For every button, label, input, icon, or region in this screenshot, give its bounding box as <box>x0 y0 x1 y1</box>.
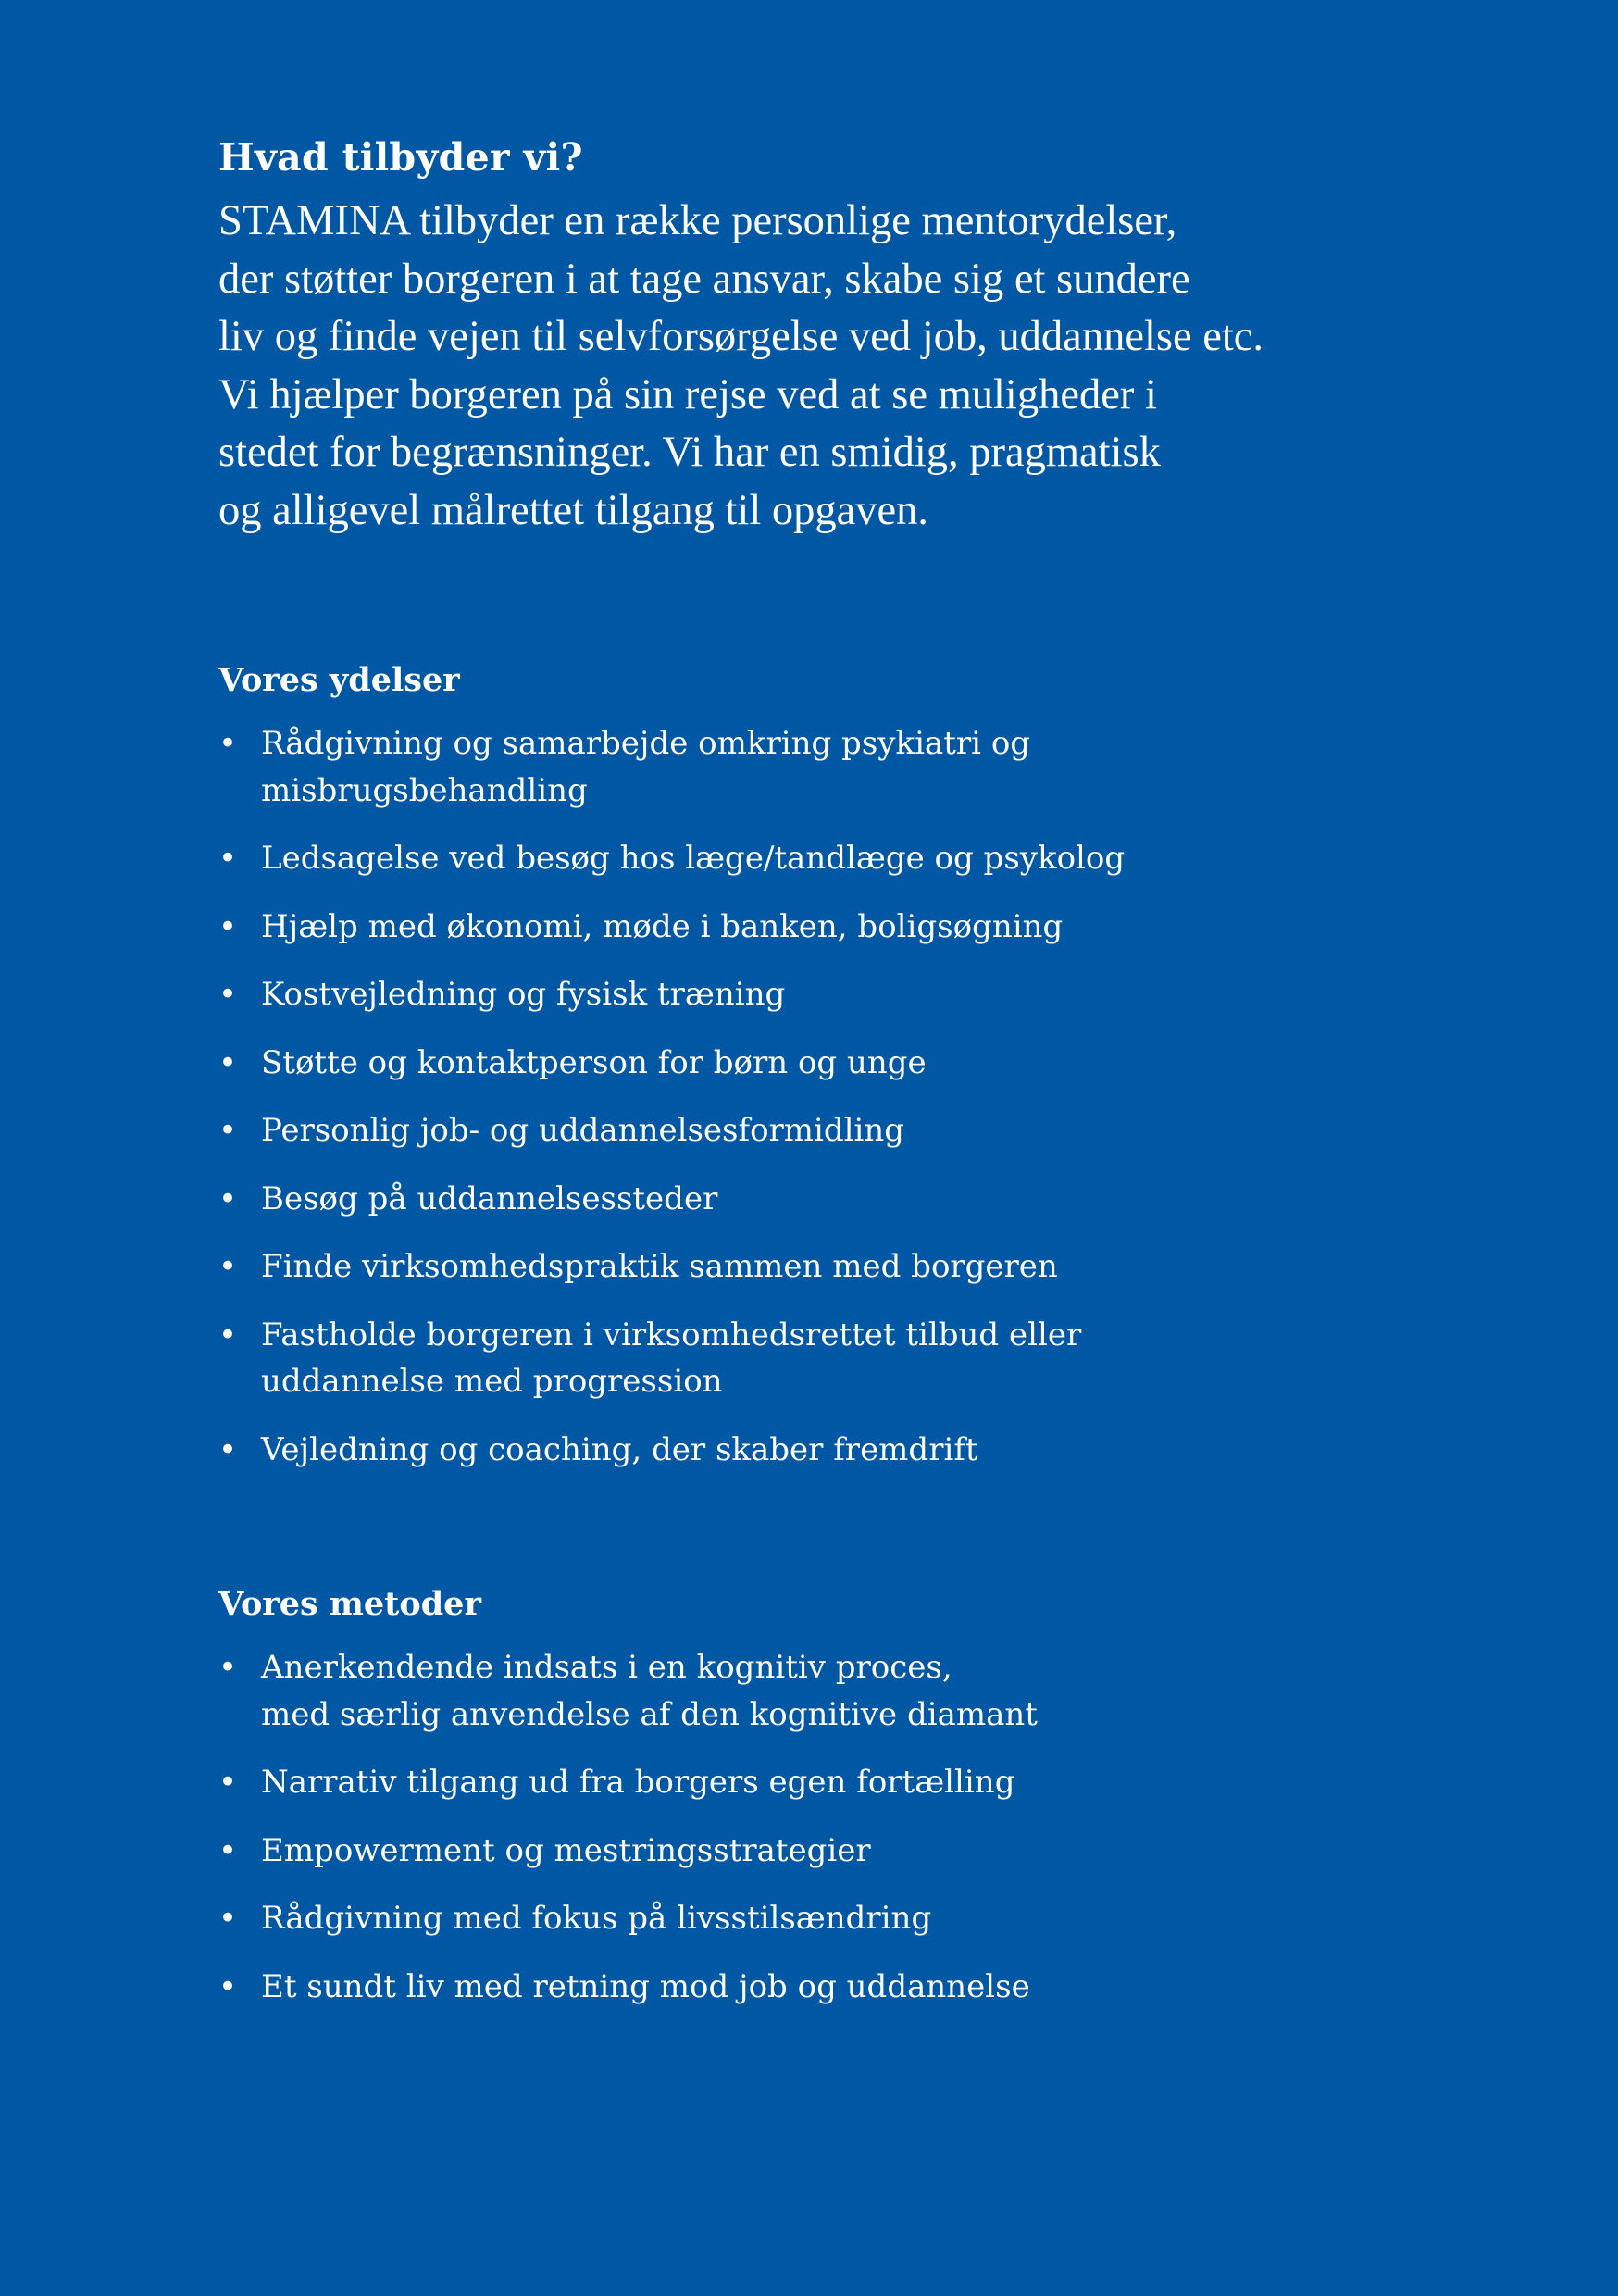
list-item <box>218 720 1440 814</box>
metoder-section <box>218 1581 1440 2031</box>
bullet-icon: • <box>218 1764 238 1801</box>
ydelser-list <box>218 720 1440 1473</box>
bullet-icon: • <box>218 725 238 762</box>
bullet-icon: • <box>218 1043 238 1081</box>
bullet-icon: • <box>218 1649 238 1686</box>
bullet-icon: • <box>218 976 238 1013</box>
list-item-text: Anerkendende indsats i en kognitiv proces, med særlig anvendelse af den kognitive diamant <box>261 1649 1038 1733</box>
list-item <box>218 835 1440 882</box>
list-item <box>218 1040 1440 1087</box>
list-item-text: Kostvejledning og fysisk træning <box>261 976 786 1013</box>
document-page <box>218 130 1440 2005</box>
list-item <box>218 1828 1440 1875</box>
list-item <box>218 1243 1440 1291</box>
list-item <box>218 1895 1440 1942</box>
list-item-text: Empowerment og mestringsstrategier <box>261 1831 871 1869</box>
list-item <box>218 1176 1440 1223</box>
list-item <box>218 1964 1440 2011</box>
bullet-icon: • <box>218 1831 238 1869</box>
list-item-text: Rådgivning med fokus på livsstilsændring <box>261 1900 932 1937</box>
ydelser-heading: Vores ydelser <box>218 661 460 699</box>
list-item-text: Støtte og kontaktperson for børn og unge <box>261 1043 927 1081</box>
list-item <box>218 1759 1440 1806</box>
bullet-icon: • <box>218 840 238 877</box>
list-item-text: Ledsagelse ved besøg hos læge/tandlæge og psykolog <box>261 840 1126 877</box>
list-item <box>218 1312 1440 1405</box>
list-item-text: Vejledning og coaching, der skaber fremdrift <box>261 1430 978 1468</box>
ydelser-section <box>218 657 1440 1494</box>
bullet-icon: • <box>218 1967 238 2005</box>
list-item <box>218 1644 1440 1738</box>
list-item-text: Fastholde borgeren i virksomhedsrettet tilbud eller uddannelse med progression <box>261 1316 1082 1400</box>
bullet-icon: • <box>218 1430 238 1468</box>
list-item <box>218 1107 1440 1154</box>
list-item-text: Narrativ tilgang ud fra borgers egen fortælling <box>261 1764 1015 1801</box>
page-title: Hvad tilbyder vi? <box>218 135 583 180</box>
list-item-text: Personlig job- og uddannelsesformidling <box>261 1112 905 1149</box>
list-item-text: Besøg på uddannelsessteder <box>261 1179 718 1217</box>
list-item-text: Finde virksomhedspraktik sammen med borgeren <box>261 1248 1058 1285</box>
list-item-text: Et sundt liv med retning mod job og uddannelse <box>261 1967 1030 2005</box>
metoder-list <box>218 1644 1440 2010</box>
list-item-text: Hjælp med økonomi, møde i banken, boligsøgning <box>261 907 1064 945</box>
intro-paragraph: STAMINA tilbyder en række personlige mentorydelser, der støtter borgeren i at tage ansvar, skabe sig et sundere liv og finde vejen til selvforsørgelse ved job, uddannelse etc. Vi hjælper borgeren på sin rejse ved at se muligheder i stedet for begrænsninger. Vi har en smidig, pragmatisk og alligevel målrettet tilgang til opgaven. <box>218 197 1264 534</box>
list-item <box>218 971 1440 1018</box>
bullet-icon: • <box>218 1179 238 1217</box>
list-item <box>218 1427 1440 1474</box>
bullet-icon: • <box>218 1316 238 1354</box>
list-item-text: Rådgivning og samarbejde omkring psykiatri og misbrugsbehandling <box>261 725 1031 809</box>
bullet-icon: • <box>218 1112 238 1149</box>
list-item <box>218 904 1440 951</box>
bullet-icon: • <box>218 1900 238 1937</box>
bullet-icon: • <box>218 1248 238 1285</box>
metoder-heading: Vores metoder <box>218 1585 481 1623</box>
bullet-icon: • <box>218 907 238 945</box>
